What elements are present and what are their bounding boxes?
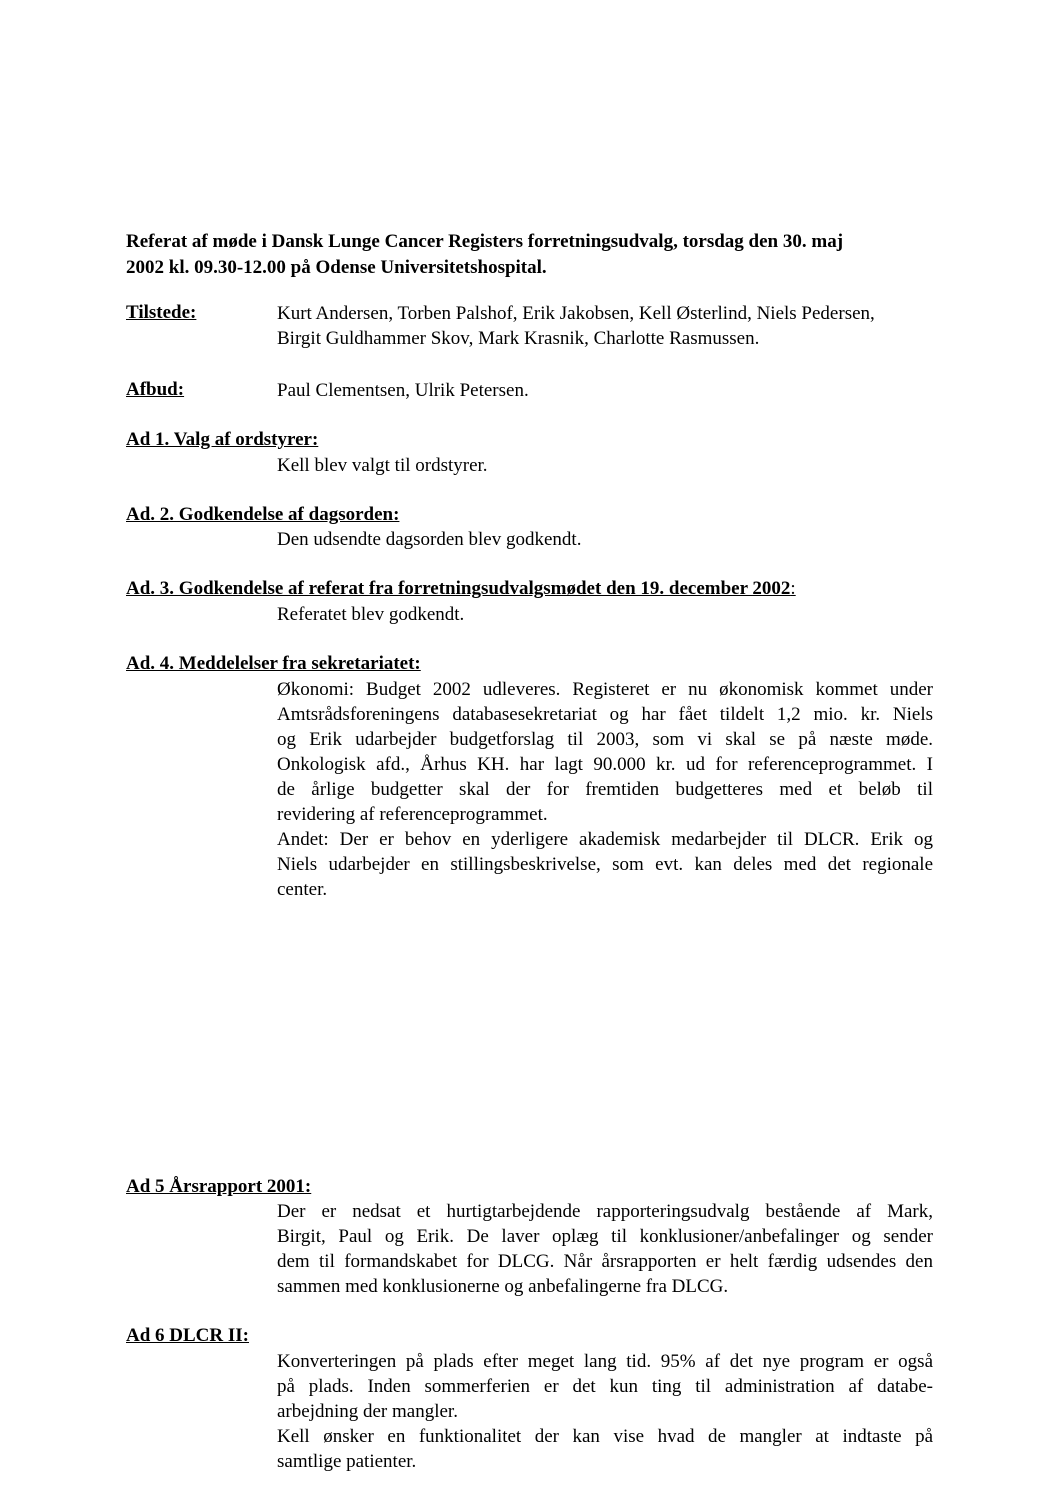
ad3-heading-colon: : [790, 578, 796, 599]
ad6-line: Kell ønsker en funktionalitet der kan vise hvad de mangler at indtaste på [277, 1426, 933, 1447]
ad6-line: samtlige patienter. [277, 1451, 417, 1472]
ad5-line: Birgit, Paul og Erik. De laver oplæg til konklusioner/anbefalinger og sender [277, 1226, 933, 1247]
ad1-text: Kell blev valgt til ordstyrer. [277, 455, 488, 476]
ad3-text: Referatet blev godkendt. [277, 604, 465, 625]
title-line-1: Referat af møde i Dansk Lunge Cancer Registers forretningsudvalg, torsdag den 30. maj [126, 231, 844, 252]
ad4-heading: Ad. 4. Meddelelser fra sekretariatet: [126, 653, 421, 674]
ad6-line: arbejdning der mangler. [277, 1401, 458, 1422]
tilstede-line-2: Birgit Guldhammer Skov, Mark Krasnik, Charlotte Rasmussen. [277, 328, 760, 349]
ad4-line: revidering af referenceprogrammet. [277, 804, 548, 825]
ad5-body [277, 1199, 933, 1299]
tilstede-label: Tilstede: [126, 302, 197, 323]
ad1-heading: Ad 1. Valg af ordstyrer: [126, 429, 319, 450]
ad5-line: sammen med konklusionerne og anbefalingerne fra DLCG. [277, 1276, 729, 1297]
ad2-text: Den udsendte dagsorden blev godkendt. [277, 529, 582, 550]
ad4-line: Onkologisk afd., Århus KH. har lagt 90.000 kr. ud for referenceprogrammet. I [277, 754, 933, 775]
afbud-value: Paul Clementsen, Ulrik Petersen. [277, 380, 529, 401]
ad6-heading: Ad 6 DLCR II: [126, 1325, 249, 1346]
ad4-line: og Erik udarbejder budgetforslag til 2003, som vi skal se på næste møde. [277, 729, 933, 750]
ad2-heading: Ad. 2. Godkendelse af dagsorden: [126, 504, 400, 525]
title-line-2: 2002 kl. 09.30-12.00 på Odense Universitetshospital. [126, 257, 547, 278]
ad4-line: Økonomi: Budget 2002 udleveres. Registeret er nu økonomisk kommet under [277, 679, 933, 700]
ad6-line: på plads. Inden sommerferien er det kun ting til administration af databe- [277, 1376, 933, 1397]
ad6-line: Konverteringen på plads efter meget lang tid. 95% af det nye program er også [277, 1351, 933, 1372]
ad3-heading-text: Ad. 3. Godkendelse af referat fra forretningsudvalgsmødet den 19. december 2002 [126, 578, 791, 599]
ad4-line: Niels udarbejder en stillingsbeskrivelse, som evt. kan deles med det regionale [277, 854, 933, 875]
ad4-line: Andet: Der er behov en yderligere akademisk medarbejder til DLCR. Erik og [277, 829, 933, 850]
ad3-heading [126, 578, 796, 600]
document-title [126, 229, 936, 281]
ad5-line: Der er nedsat et hurtigtarbejdende rapporteringsudvalg bestående af Mark, [277, 1201, 933, 1222]
ad4-line: center. [277, 879, 328, 900]
tilstede-line-1: Kurt Andersen, Torben Palshof, Erik Jakobsen, Kell Østerlind, Niels Pedersen, [277, 303, 875, 324]
tilstede-value [277, 301, 933, 351]
ad6-body [277, 1349, 933, 1474]
ad4-body [277, 677, 933, 902]
afbud-label: Afbud: [126, 379, 185, 400]
ad5-line: dem til formandskabet for DLCG. Når årsrapporten er helt færdig udsendes den [277, 1251, 933, 1272]
ad4-line: de årlige budgetter skal der for fremtiden budgetteres med et beløb til [277, 779, 933, 800]
ad4-line: Amtsrådsforeningens databasesekretariat og har fået tildelt 1,2 mio. kr. Niels [277, 704, 933, 725]
ad5-heading: Ad 5 Årsrapport 2001: [126, 1176, 312, 1197]
